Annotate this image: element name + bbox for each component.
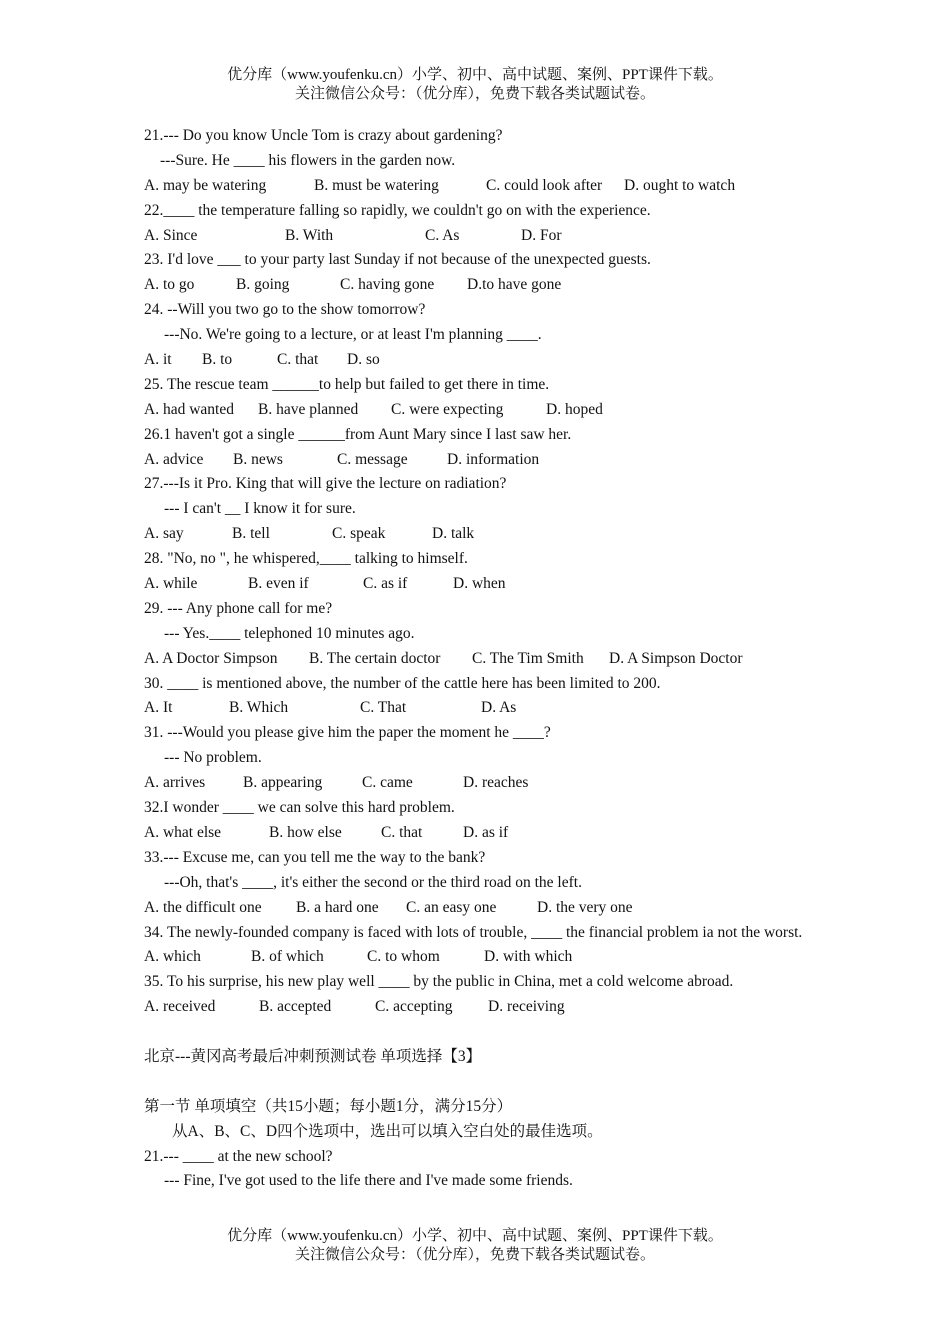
q27-options: [144, 522, 806, 547]
q28-options: [144, 572, 806, 597]
q21-reply: ---Sure. He ____ his flowers in the garden now.: [160, 151, 456, 169]
q30-stem: 30. ____ is mentioned above, the number of the cattle here has been limited to 200.: [144, 674, 661, 692]
option-b: B. accepted: [259, 998, 332, 1016]
option-d: D. receiving: [488, 998, 565, 1016]
option-c: C. came: [362, 774, 413, 792]
option-a: A. Since: [144, 226, 198, 244]
next-q21-stem: 21.--- ____ at the new school?: [144, 1147, 333, 1165]
q31-reply: --- No problem.: [164, 749, 262, 767]
q24-stem: 24. --Will you two go to the show tomorrow?: [144, 301, 426, 319]
option-b: B. Which: [229, 699, 289, 717]
option-b: B. must be watering: [314, 176, 439, 194]
option-c: C. As: [425, 226, 460, 244]
option-b: B. going: [236, 276, 290, 294]
option-c: C. The Tim Smith: [472, 649, 584, 667]
option-d: D. information: [447, 450, 540, 468]
option-a: A. arrives: [144, 774, 206, 792]
option-c: C. to whom: [367, 948, 440, 966]
option-c: C. that: [277, 351, 319, 369]
option-c: C. accepting: [375, 998, 453, 1016]
q24-options: [144, 348, 806, 373]
q29-reply: --- Yes.____ telephoned 10 minutes ago.: [164, 624, 415, 642]
section-part: 第一节 单项填空（共15小题；每小题1分，满分15分）: [144, 1097, 513, 1115]
option-c: C. as if: [363, 575, 408, 593]
option-a: A. what else: [144, 823, 222, 841]
q33-options: [144, 896, 806, 921]
option-a: A. while: [144, 575, 198, 593]
option-b: B. a hard one: [296, 898, 379, 916]
option-a: A. the difficult one: [144, 898, 262, 916]
option-b: B. to: [202, 351, 233, 369]
option-b: B. how else: [269, 823, 342, 841]
q34-options: [144, 945, 806, 970]
option-d: D. For: [521, 226, 562, 244]
q33-stem: 33.--- Excuse me, can you tell me the way to the bank?: [144, 848, 486, 866]
option-b: B. The certain doctor: [309, 649, 441, 667]
option-b: B. tell: [232, 525, 270, 543]
option-c: C. were expecting: [391, 400, 504, 418]
option-a: A. It: [144, 699, 173, 717]
q23-options: [144, 273, 806, 298]
q26-options: [144, 448, 806, 473]
option-d: D. ought to watch: [624, 176, 736, 194]
option-d: D. A Simpson Doctor: [609, 649, 743, 667]
q25-options: [144, 398, 806, 423]
q34-stem: 34. The newly-founded company is faced with lots of trouble, ____ the financial problem ia not the worst.: [144, 923, 803, 941]
section-instruction: 从A、B、C、D四个选项中，选出可以填入空白处的最佳选项。: [172, 1122, 603, 1140]
q29-stem: 29. --- Any phone call for me?: [144, 599, 333, 617]
option-a: A. which: [144, 948, 201, 966]
footer-line-1: 优分库（www.youfenku.cn）小学、初中、高中试题、案例、PPT课件下载。: [227, 1228, 723, 1244]
q21-stem: 21.--- Do you know Uncle Tom is crazy about gardening?: [144, 127, 503, 144]
option-a: A. to go: [144, 276, 195, 294]
q21-options: [144, 174, 806, 199]
option-d: D. hoped: [546, 400, 603, 418]
q27-reply: --- I can't __ I know it for sure.: [164, 500, 356, 518]
option-c: C. that: [381, 823, 423, 841]
option-d: D. when: [453, 575, 506, 593]
option-d: D. so: [347, 351, 380, 369]
q31-stem: 31. ---Would you please give him the paper the moment he ____?: [144, 724, 551, 742]
spacer: [144, 1070, 806, 1095]
q27-stem: 27.---Is it Pro. King that will give the lecture on radiation?: [144, 475, 507, 493]
option-d: D.to have gone: [467, 276, 562, 294]
q33-reply: ---Oh, that's ____, it's either the second or the third road on the left.: [164, 873, 582, 891]
option-b: B. of which: [251, 948, 324, 966]
option-a: A. had wanted: [144, 400, 234, 418]
q32-options: [144, 821, 806, 846]
q26-stem: 26.1 haven't got a single ______from Aunt Mary since I last saw her.: [144, 425, 572, 443]
q29-options: [144, 647, 806, 672]
q31-options: [144, 771, 806, 796]
option-b: B. appearing: [243, 774, 323, 792]
section-title: 北京---黄冈高考最后冲刺预测试卷 单项选择【3】: [144, 1047, 482, 1065]
page-footer: [0, 1227, 950, 1265]
option-d: D. the very one: [537, 898, 633, 916]
q32-stem: 32.I wonder ____ we can solve this hard problem.: [144, 799, 455, 817]
header-line-2: 关注微信公众号：（优分库），免费下载各类试题试卷。: [294, 86, 655, 102]
footer-line-2: 关注微信公众号：（优分库），免费下载各类试题试卷。: [294, 1247, 655, 1263]
option-d: D. as if: [463, 823, 509, 841]
option-a: A. advice: [144, 450, 204, 468]
q35-stem: 35. To his surprise, his new play well ____ by the public in China, met a cold welcome abroad.: [144, 973, 734, 991]
option-c: C. having gone: [340, 276, 435, 294]
option-c: C. an easy one: [406, 898, 497, 916]
option-a: A. received: [144, 998, 216, 1016]
q23-stem: 23. I'd love ___ to your party last Sunday if not because of the unexpected guests.: [144, 251, 651, 269]
q35-options: [144, 995, 806, 1020]
option-a: A. may be watering: [144, 176, 267, 194]
option-c: C. speak: [332, 525, 386, 543]
option-c: C. message: [337, 450, 408, 468]
option-b: B. have planned: [258, 400, 359, 418]
spacer: [144, 1020, 806, 1045]
q22-stem: 22.____ the temperature falling so rapidly, we couldn't go on with the experience.: [144, 201, 651, 219]
option-b: B. even if: [248, 575, 309, 593]
q22-options: [144, 224, 806, 249]
option-a: A. it: [144, 351, 172, 369]
page-header: [0, 66, 950, 104]
header-line-1: 优分库（www.youfenku.cn）小学、初中、高中试题、案例、PPT课件下载。: [227, 67, 723, 83]
q24-reply: ---No. We're going to a lecture, or at least I'm planning ____.: [164, 326, 542, 344]
q28-stem: 28. "No, no ", he whispered,____ talking to himself.: [144, 550, 468, 568]
option-c: C. could look after: [486, 176, 603, 194]
option-d: D. As: [481, 699, 517, 717]
next-q21-reply: --- Fine, I've got used to the life there and I've made some friends.: [164, 1172, 573, 1190]
q30-options: [144, 696, 806, 721]
q25-stem: 25. The rescue team ______to help but failed to get there in time.: [144, 375, 550, 393]
option-a: A. A Doctor Simpson: [144, 649, 278, 667]
option-b: B. With: [285, 226, 334, 244]
option-c: C. That: [360, 699, 407, 717]
option-d: D. with which: [484, 948, 573, 966]
exam-content: [144, 124, 806, 1194]
option-d: D. talk: [432, 525, 475, 543]
option-a: A. say: [144, 525, 184, 543]
option-d: D. reaches: [463, 774, 529, 792]
option-b: B. news: [233, 450, 283, 468]
